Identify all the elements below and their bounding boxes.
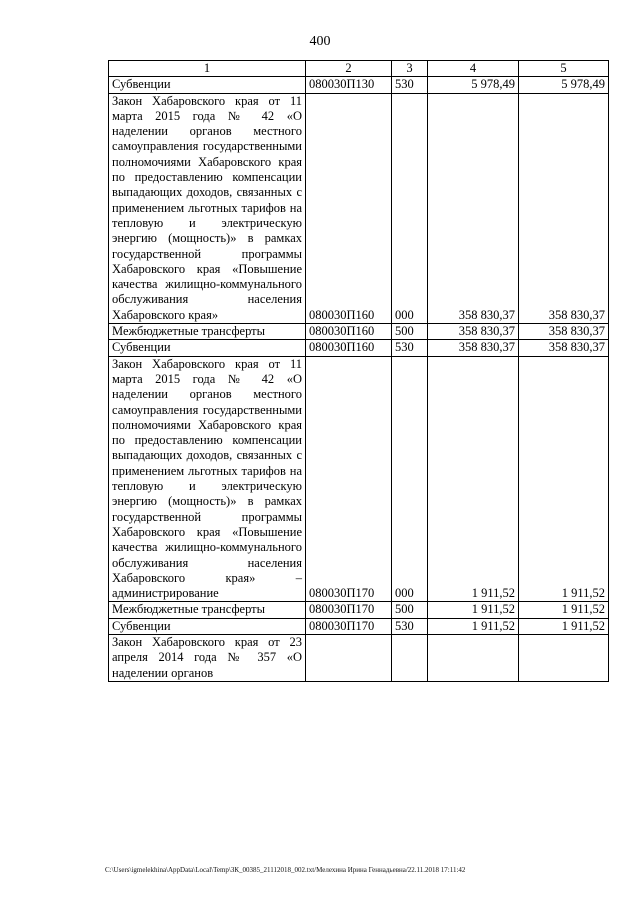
row-kind: 000 xyxy=(392,356,428,602)
row-name: Межбюджетные трансферты xyxy=(109,602,306,618)
row-amount-5: 1 911,52 xyxy=(519,602,609,618)
row-amount-4: 1 911,52 xyxy=(428,618,519,634)
row-amount-4: 358 830,37 xyxy=(428,340,519,356)
table-row xyxy=(109,93,609,323)
table-row xyxy=(109,324,609,340)
row-code: 080030П160 xyxy=(306,340,392,356)
table-row xyxy=(109,602,609,618)
row-amount-5: 1 911,52 xyxy=(519,618,609,634)
row-code xyxy=(306,634,392,681)
row-amount-5: 358 830,37 xyxy=(519,324,609,340)
row-kind: 500 xyxy=(392,602,428,618)
header-cell-2: 2 xyxy=(306,61,392,77)
row-code: 080030П170 xyxy=(306,618,392,634)
row-name: Закон Хабаровского края от 23 апреля 2014 года № 357 «О наделении органов xyxy=(109,634,306,681)
row-amount-4: 358 830,37 xyxy=(428,324,519,340)
page-number: 400 xyxy=(309,34,331,49)
table-row xyxy=(109,618,609,634)
row-name: Межбюджетные трансферты xyxy=(109,324,306,340)
table-row xyxy=(109,340,609,356)
row-amount-4: 1 911,52 xyxy=(428,602,519,618)
row-code: 080030П130 xyxy=(306,77,392,93)
row-amount-4: 5 978,49 xyxy=(428,77,519,93)
header-cell-3: 3 xyxy=(392,61,428,77)
row-amount-4: 358 830,37 xyxy=(428,93,519,323)
row-code: 080030П170 xyxy=(306,356,392,602)
row-name: Закон Хабаровского края от 11 марта 2015 года № 42 «О наделении органов местного самоуправления государственными полномочиями Хабаровского края по предоставлению компенсации выпадающих доходов, связанных с применением льготных тарифов на тепловую и электрическую энергию (мощность)» в рамках государственной программы Хабаровского края «Повышение качества жилищно-коммунального обслуживания населения Хабаровского края» xyxy=(109,93,306,323)
budget-table xyxy=(108,60,609,682)
table-row xyxy=(109,634,609,681)
row-kind: 530 xyxy=(392,340,428,356)
row-amount-5: 358 830,37 xyxy=(519,340,609,356)
footer-file-path: C:\Users\igmelekhina\AppData\Local\Temp\ЗК_00385_21112018_002.txt/Мелехина Ирина Геннадьевна/22.11.2018 17:11:42 xyxy=(105,866,466,874)
row-name: Субвенции xyxy=(109,618,306,634)
row-amount-4: 1 911,52 xyxy=(428,356,519,602)
row-amount-5 xyxy=(519,634,609,681)
row-amount-5: 1 911,52 xyxy=(519,356,609,602)
row-code: 080030П170 xyxy=(306,602,392,618)
row-name: Субвенции xyxy=(109,77,306,93)
table-header-row xyxy=(109,61,609,77)
header-cell-1: 1 xyxy=(109,61,306,77)
header-cell-4: 4 xyxy=(428,61,519,77)
row-amount-5: 5 978,49 xyxy=(519,77,609,93)
header-cell-5: 5 xyxy=(519,61,609,77)
row-kind: 530 xyxy=(392,618,428,634)
row-kind: 000 xyxy=(392,93,428,323)
row-kind xyxy=(392,634,428,681)
row-name: Субвенции xyxy=(109,340,306,356)
row-kind: 500 xyxy=(392,324,428,340)
row-code: 080030П160 xyxy=(306,93,392,323)
table-row xyxy=(109,77,609,93)
row-amount-5: 358 830,37 xyxy=(519,93,609,323)
row-amount-4 xyxy=(428,634,519,681)
row-name: Закон Хабаровского края от 11 марта 2015 года № 42 «О наделении органов местного самоуправления государственными полномочиями Хабаровского края по предоставлению компенсации выпадающих доходов, связанных с применением льготных тарифов на тепловую и электрическую энергию (мощность)» в рамках государственной программы Хабаровского края «Повышение качества жилищно-коммунального обслуживания населения Хабаровского края» – администрирование xyxy=(109,356,306,602)
table-row xyxy=(109,356,609,602)
row-code: 080030П160 xyxy=(306,324,392,340)
row-kind: 530 xyxy=(392,77,428,93)
